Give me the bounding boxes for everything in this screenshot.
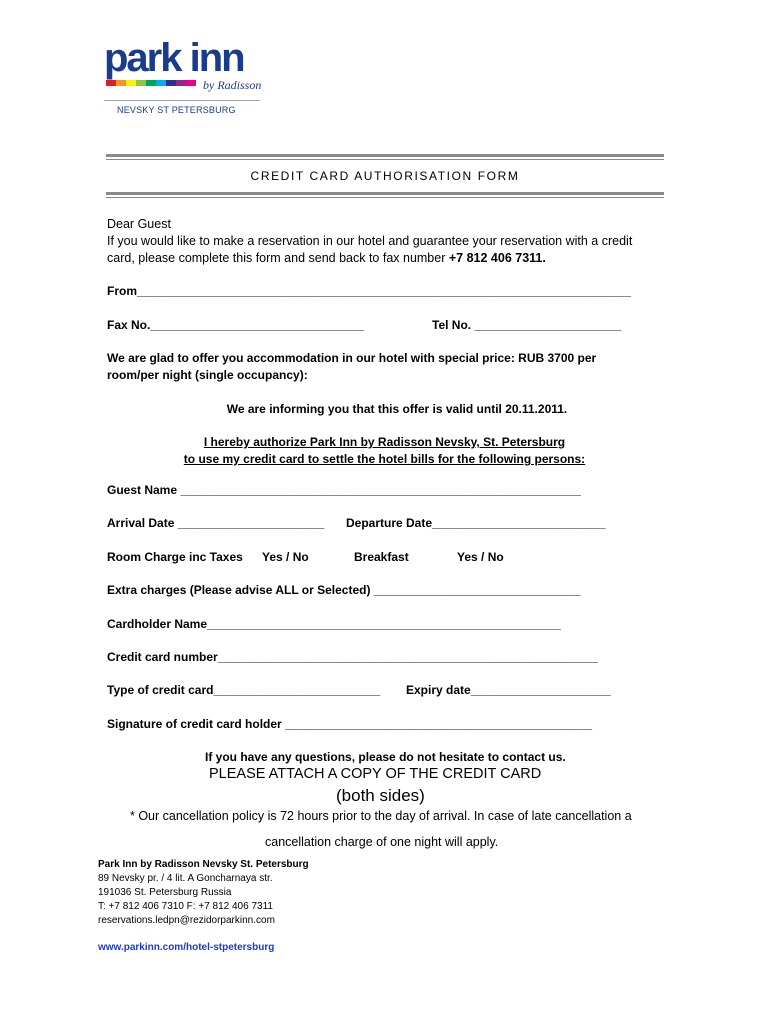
brand-logo: park inn [104,36,244,80]
offer-valid: We are informing you that this offer is valid until 20.11.2011. [226,402,568,416]
footer-address-1: 89 Nevsky pr. / 4 lit. A Goncharnaya str. [98,873,273,884]
footer-hotel-name: Park Inn by Radisson Nevsky St. Petersburg [98,859,309,870]
top-rule [106,154,664,157]
offer-line-1: We are glad to offer you accommodation in our hotel with special price: RUB 3700 per [107,351,597,365]
logo-strip-segment [166,80,176,86]
room-charge-yes-no[interactable]: Yes / No [262,550,309,564]
from-field[interactable]: From__________________________________________________________________________ [107,284,631,298]
intro-text: card, please complete this form and send back to fax number [107,251,449,265]
title-bottom-rule [106,192,664,195]
logo-by-radisson: by Radisson [203,78,262,92]
cancellation-line-1: * Our cancellation policy is 72 hours prior to the day of arrival. In case of late cancellation a [130,809,632,823]
form-title: CREDIT CARD AUTHORISATION FORM [250,169,520,183]
attach-copy-note: PLEASE ATTACH A COPY OF THE CREDIT CARD [209,766,542,782]
logo-strip-segment [176,80,186,86]
signature-field[interactable]: Signature of credit card holder ______________________________________________ [107,717,593,731]
logo-strip-segment [146,80,156,86]
logo-divider [104,100,260,101]
footer-address-2: 191036 St. Petersburg Russia [98,887,232,898]
intro-line-2 [107,250,546,267]
breakfast-label: Breakfast [354,550,409,564]
cancellation-line-2: cancellation charge of one night will apply. [265,835,499,849]
logo-strip-segment [186,80,196,86]
logo-location: NEVSKY ST PETERSBURG [117,105,236,115]
extra-charges-field[interactable]: Extra charges (Please advise ALL or Selected) _______________________________ [107,583,581,597]
questions-note: If you have any questions, please do not hesitate to contact us. [205,750,566,764]
footer-website-link[interactable]: www.parkinn.com/hotel-stpetersburg [98,942,275,953]
footer-email[interactable]: reservations.ledpn@rezidorparkinn.com [98,915,275,926]
fax-field[interactable]: Fax No.________________________________ [107,318,364,332]
cardholder-name-field[interactable]: Cardholder Name_____________________________________________________ [107,617,561,631]
logo-strip-segment [126,80,136,86]
guest-name-field[interactable]: Guest Name ____________________________________________________________ [107,483,581,497]
logo-color-strip [106,80,196,86]
room-charge-label: Room Charge inc Taxes [107,550,243,564]
authorize-line-2: to use my credit card to settle the hotel bills for the following persons: [183,452,586,466]
offer-line-2: room/per night (single occupancy): [107,368,308,382]
expiry-date-field[interactable]: Expiry date_____________________ [406,683,611,697]
arrival-date-field[interactable]: Arrival Date ______________________ [107,516,325,530]
footer-phones: T: +7 812 406 7310 F: +7 812 406 7311 [98,901,273,912]
logo-strip-segment [136,80,146,86]
departure-date-field[interactable]: Departure Date__________________________ [346,516,606,530]
greeting: Dear Guest [107,217,171,231]
logo-strip-segment [116,80,126,86]
card-type-field[interactable]: Type of credit card_________________________ [107,683,381,697]
both-sides-note: (both sides) [336,786,425,805]
logo-strip-segment [106,80,116,86]
intro-line-1: If you would like to make a reservation in our hotel and guarantee your reservation with a credit [107,234,633,248]
fax-number: +7 812 406 7311. [448,251,546,265]
authorize-line-1: I hereby authorize Park Inn by Radisson Nevsky, St. Petersburg [203,435,566,449]
tel-field[interactable]: Tel No. ______________________ [432,318,622,332]
logo-strip-segment [156,80,166,86]
card-number-field[interactable]: Credit card number_________________________________________________________ [107,650,599,664]
breakfast-yes-no[interactable]: Yes / No [457,550,504,564]
